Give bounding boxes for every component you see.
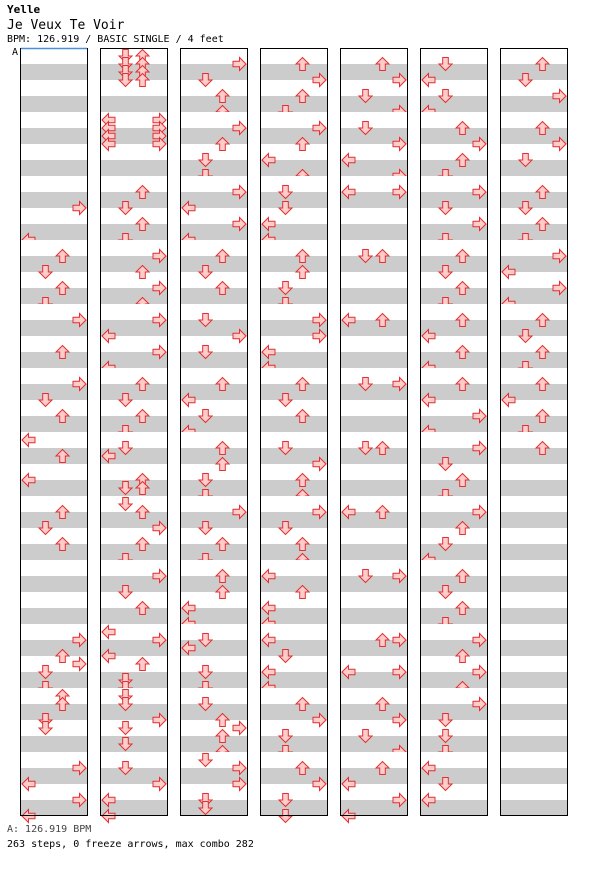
- measure: [180, 240, 248, 304]
- measure: [180, 432, 248, 503]
- beat-stripe: [180, 368, 248, 384]
- measure: [260, 240, 328, 311]
- beat-stripe: [420, 304, 488, 320]
- beat-stripe: [500, 800, 568, 816]
- beat-stripe: [180, 256, 248, 272]
- beat-stripe: [340, 400, 408, 416]
- beat-stripe: [420, 608, 488, 624]
- measure: [180, 624, 248, 695]
- measure: [260, 176, 328, 247]
- measure: [260, 688, 328, 759]
- beat-stripe: [100, 496, 168, 512]
- beat-stripe: [20, 160, 88, 176]
- beat-stripe: [180, 80, 248, 96]
- beat-stripe: [100, 176, 168, 192]
- beat-stripe: [260, 256, 328, 272]
- beat-stripe: [420, 48, 488, 64]
- beat-stripe: [500, 304, 568, 320]
- measure: [180, 752, 248, 816]
- measure: [500, 688, 568, 752]
- measure: [20, 304, 88, 368]
- beat-stripe: [180, 304, 248, 320]
- beat-stripe: [20, 672, 88, 688]
- measure: [100, 496, 168, 567]
- beat-stripe: [500, 688, 568, 704]
- beat-stripe: [500, 320, 568, 336]
- beat-stripe: [100, 480, 168, 496]
- beat-stripe: [500, 208, 568, 224]
- beat-stripe: [20, 736, 88, 752]
- beat-stripe: [100, 400, 168, 416]
- beat-stripe: [420, 480, 488, 496]
- beat-stripe: [20, 704, 88, 720]
- chart-column: [420, 48, 488, 816]
- measure: [340, 688, 408, 759]
- beat-stripe: [500, 512, 568, 528]
- beat-stripe: [500, 672, 568, 688]
- beat-stripe: [100, 384, 168, 400]
- measure: [420, 624, 488, 695]
- measure: [500, 176, 568, 247]
- beat-stripe: [180, 672, 248, 688]
- beat-stripe: [20, 288, 88, 304]
- beat-stripe: [20, 560, 88, 576]
- beat-stripe: [500, 176, 568, 192]
- beat-stripe: [340, 432, 408, 448]
- beat-stripe: [260, 96, 328, 112]
- measure: [20, 688, 88, 752]
- beat-stripe: [420, 240, 488, 256]
- beat-stripe: [500, 416, 568, 432]
- measure: [500, 432, 568, 496]
- beat-stripe: [100, 672, 168, 688]
- beat-stripe: [260, 432, 328, 448]
- measure: [340, 752, 408, 823]
- beat-stripe: [100, 608, 168, 624]
- measure: [20, 240, 88, 311]
- beat-stripe: [20, 576, 88, 592]
- beat-stripe: [500, 592, 568, 608]
- beat-stripe: [340, 224, 408, 240]
- beat-stripe: [500, 496, 568, 512]
- measure: [180, 560, 248, 631]
- measure: [180, 48, 248, 119]
- beat-stripe: [420, 368, 488, 384]
- beat-stripe: [340, 208, 408, 224]
- measure: [420, 176, 488, 247]
- beat-stripe: [260, 544, 328, 560]
- beat-stripe: [420, 464, 488, 480]
- beat-stripe: [100, 64, 168, 80]
- beat-stripe: [20, 592, 88, 608]
- beat-stripe: [180, 96, 248, 112]
- beat-stripe: [180, 464, 248, 480]
- measure: [260, 304, 328, 375]
- beat-stripe: [340, 336, 408, 352]
- beat-stripe: [180, 528, 248, 544]
- chart-column: [180, 48, 248, 816]
- measure: [180, 496, 248, 567]
- beat-stripe: [20, 256, 88, 272]
- beat-stripe: [500, 192, 568, 208]
- beat-stripe: [500, 224, 568, 240]
- measure: [260, 368, 328, 432]
- beat-stripe: [260, 800, 328, 816]
- beat-stripe: [260, 688, 328, 704]
- beat-stripe: [100, 432, 168, 448]
- measure: [340, 560, 408, 624]
- beat-stripe: [260, 416, 328, 432]
- measure: [180, 688, 248, 759]
- beat-stripe: [180, 144, 248, 160]
- measure: [180, 304, 248, 368]
- beat-stripe: [180, 272, 248, 288]
- beat-stripe: [20, 128, 88, 144]
- measure: [20, 752, 88, 823]
- measure: [500, 496, 568, 560]
- beat-stripe: [260, 288, 328, 304]
- measure: [260, 48, 328, 119]
- measure: [20, 368, 88, 432]
- beat-stripe: [260, 272, 328, 288]
- measure: [340, 432, 408, 496]
- beat-stripe: [20, 512, 88, 528]
- beat-stripe: [180, 656, 248, 672]
- beat-stripe: [20, 48, 88, 64]
- beat-stripe: [100, 80, 168, 96]
- beat-stripe: [500, 64, 568, 80]
- beat-stripe: [20, 720, 88, 736]
- beat-stripe: [20, 416, 88, 432]
- beat-stripe: [20, 144, 88, 160]
- measure: [100, 112, 168, 176]
- beat-stripe: [420, 592, 488, 608]
- beat-stripe: [420, 736, 488, 752]
- beat-stripe: [420, 560, 488, 576]
- beat-stripe: [340, 688, 408, 704]
- beat-stripe: [260, 368, 328, 384]
- measure: [340, 112, 408, 183]
- beat-stripe: [260, 176, 328, 192]
- beat-stripe: [500, 480, 568, 496]
- beat-stripe: [100, 752, 168, 768]
- measure: [260, 112, 328, 183]
- beat-stripe: [20, 80, 88, 96]
- measure: [500, 560, 568, 624]
- beat-stripe: [340, 448, 408, 464]
- measure: [420, 688, 488, 759]
- beat-stripe: [20, 352, 88, 368]
- chart-column: [260, 48, 328, 823]
- chart-column: [20, 48, 88, 823]
- beat-stripe: [500, 432, 568, 448]
- measure: [100, 752, 168, 823]
- measure: [20, 48, 88, 112]
- beat-stripe: [20, 608, 88, 624]
- measure: [420, 304, 488, 375]
- footer-bpm: A: 126.919 BPM: [7, 824, 92, 835]
- measure: [180, 368, 248, 439]
- measure: [260, 624, 328, 695]
- beat-stripe: [340, 752, 408, 768]
- measure: [100, 368, 168, 439]
- beat-stripe: [500, 160, 568, 176]
- measure: [20, 432, 88, 496]
- beat-stripe: [500, 576, 568, 592]
- beat-stripe: [340, 256, 408, 272]
- beat-stripe: [260, 736, 328, 752]
- measure: [420, 496, 488, 567]
- measure: [20, 496, 88, 560]
- beat-stripe: [500, 608, 568, 624]
- beat-stripe: [20, 96, 88, 112]
- measure: [100, 176, 168, 247]
- beat-stripe: [100, 368, 168, 384]
- beat-stripe: [20, 400, 88, 416]
- beat-stripe: [420, 160, 488, 176]
- measure: [500, 624, 568, 688]
- measure: [500, 752, 568, 816]
- beat-stripe: [500, 704, 568, 720]
- beat-stripe: [20, 448, 88, 464]
- beat-stripe: [100, 416, 168, 432]
- beat-stripe: [500, 784, 568, 800]
- measure: [20, 112, 88, 176]
- beat-stripe: [100, 464, 168, 480]
- beat-stripe: [420, 576, 488, 592]
- beat-stripe: [180, 448, 248, 464]
- measure: [500, 304, 568, 375]
- measure: [260, 560, 328, 631]
- beat-stripe: [100, 544, 168, 560]
- beat-stripe: [500, 448, 568, 464]
- measure: [500, 368, 568, 439]
- beat-stripe: [180, 688, 248, 704]
- beat-stripe: [180, 160, 248, 176]
- beat-stripe: [340, 480, 408, 496]
- beat-stripe: [20, 496, 88, 512]
- measure: [260, 432, 328, 503]
- beat-stripe: [500, 528, 568, 544]
- beat-stripe: [340, 544, 408, 560]
- measure: [20, 176, 88, 247]
- beat-stripe: [20, 64, 88, 80]
- beat-stripe: [500, 48, 568, 64]
- beat-stripe: [180, 480, 248, 496]
- measure: [420, 112, 488, 183]
- beat-stripe: [500, 464, 568, 480]
- beat-stripe: [20, 688, 88, 704]
- measure: [340, 368, 408, 432]
- beat-stripe: [20, 112, 88, 128]
- beat-stripe: [180, 288, 248, 304]
- beat-stripe: [20, 336, 88, 352]
- chart-column: [340, 48, 408, 823]
- beat-stripe: [420, 528, 488, 544]
- beat-stripe: [100, 192, 168, 208]
- measure: [100, 240, 168, 311]
- beat-stripe: [340, 240, 408, 256]
- measure: [500, 240, 568, 311]
- beat-stripe: [340, 48, 408, 64]
- beat-stripe: [180, 576, 248, 592]
- beat-stripe: [180, 736, 248, 752]
- beat-stripe: [260, 752, 328, 768]
- beat-stripe: [500, 720, 568, 736]
- beat-stripe: [500, 656, 568, 672]
- measure: [100, 688, 168, 752]
- measure: [340, 240, 408, 304]
- measure: [260, 752, 328, 823]
- beat-stripe: [180, 704, 248, 720]
- beat-stripe: [20, 240, 88, 256]
- measure: [500, 112, 568, 176]
- beat-stripe: [420, 256, 488, 272]
- beat-stripe: [180, 352, 248, 368]
- measure: [340, 624, 408, 688]
- song-info: BPM: 126.919 / BASIC SINGLE / 4 feet: [7, 34, 224, 45]
- measure: [100, 48, 168, 112]
- beat-stripe: [180, 544, 248, 560]
- measure: [420, 560, 488, 631]
- beat-stripe: [500, 368, 568, 384]
- beat-stripe: [260, 480, 328, 496]
- beat-stripe: [260, 528, 328, 544]
- beat-stripe: [180, 624, 248, 640]
- chart-column: [500, 48, 568, 816]
- beat-stripe: [100, 208, 168, 224]
- beat-stripe: [500, 768, 568, 784]
- beat-stripe: [340, 464, 408, 480]
- measure: [20, 624, 88, 695]
- beat-stripe: [20, 176, 88, 192]
- beat-stripe: [180, 432, 248, 448]
- beat-stripe: [420, 720, 488, 736]
- beat-stripe: [500, 752, 568, 768]
- measure: [340, 496, 408, 560]
- beat-stripe: [100, 96, 168, 112]
- beat-stripe: [260, 384, 328, 400]
- beat-stripe: [260, 400, 328, 416]
- measure: [100, 432, 168, 496]
- beat-stripe: [500, 352, 568, 368]
- beat-stripe: [340, 272, 408, 288]
- measure: [340, 304, 408, 368]
- beat-stripe: [500, 112, 568, 128]
- beat-stripe: [20, 544, 88, 560]
- beat-stripe: [340, 608, 408, 624]
- beat-stripe: [340, 592, 408, 608]
- measure: [420, 368, 488, 439]
- beat-stripe: [260, 192, 328, 208]
- chart-column: [100, 48, 168, 823]
- beat-stripe: [180, 560, 248, 576]
- measure: [420, 240, 488, 311]
- measure: [420, 752, 488, 816]
- measure: [100, 304, 168, 375]
- beat-stripe: [340, 112, 408, 128]
- beat-stripe: [260, 48, 328, 64]
- measure: [420, 432, 488, 503]
- beat-stripe: [100, 688, 168, 704]
- beat-stripe: [100, 224, 168, 240]
- measure: [260, 496, 328, 567]
- footer-stats: 263 steps, 0 freeze arrows, max combo 282: [7, 839, 254, 850]
- beat-stripe: [500, 736, 568, 752]
- measure: [180, 176, 248, 247]
- beat-stripe: [100, 736, 168, 752]
- beat-stripe: [340, 416, 408, 432]
- beat-stripe: [20, 528, 88, 544]
- measure: [20, 560, 88, 624]
- song-artist: Yelle: [7, 3, 41, 16]
- beat-stripe: [500, 560, 568, 576]
- beat-stripe: [420, 288, 488, 304]
- beat-stripe: [420, 112, 488, 128]
- beat-stripe: [260, 240, 328, 256]
- measure: [500, 48, 568, 112]
- beat-stripe: [340, 352, 408, 368]
- beat-stripe: [500, 544, 568, 560]
- song-title: Je Veux Te Voir: [7, 18, 125, 33]
- bpm-marker: A: [12, 47, 19, 58]
- beat-stripe: [340, 528, 408, 544]
- measure: [340, 176, 408, 240]
- beat-stripe: [100, 592, 168, 608]
- measure: [100, 560, 168, 624]
- measure: [100, 624, 168, 695]
- measure: [180, 112, 248, 183]
- beat-stripe: [500, 336, 568, 352]
- measure: [420, 48, 488, 119]
- measure: [340, 48, 408, 119]
- beat-stripe: [340, 288, 408, 304]
- beat-stripe: [420, 272, 488, 288]
- beat-stripe: [500, 640, 568, 656]
- beat-stripe: [180, 240, 248, 256]
- beat-stripe: [100, 48, 168, 64]
- beat-stripe: [100, 160, 168, 176]
- beat-stripe: [500, 624, 568, 640]
- beat-stripe: [20, 272, 88, 288]
- beat-stripe: [180, 800, 248, 816]
